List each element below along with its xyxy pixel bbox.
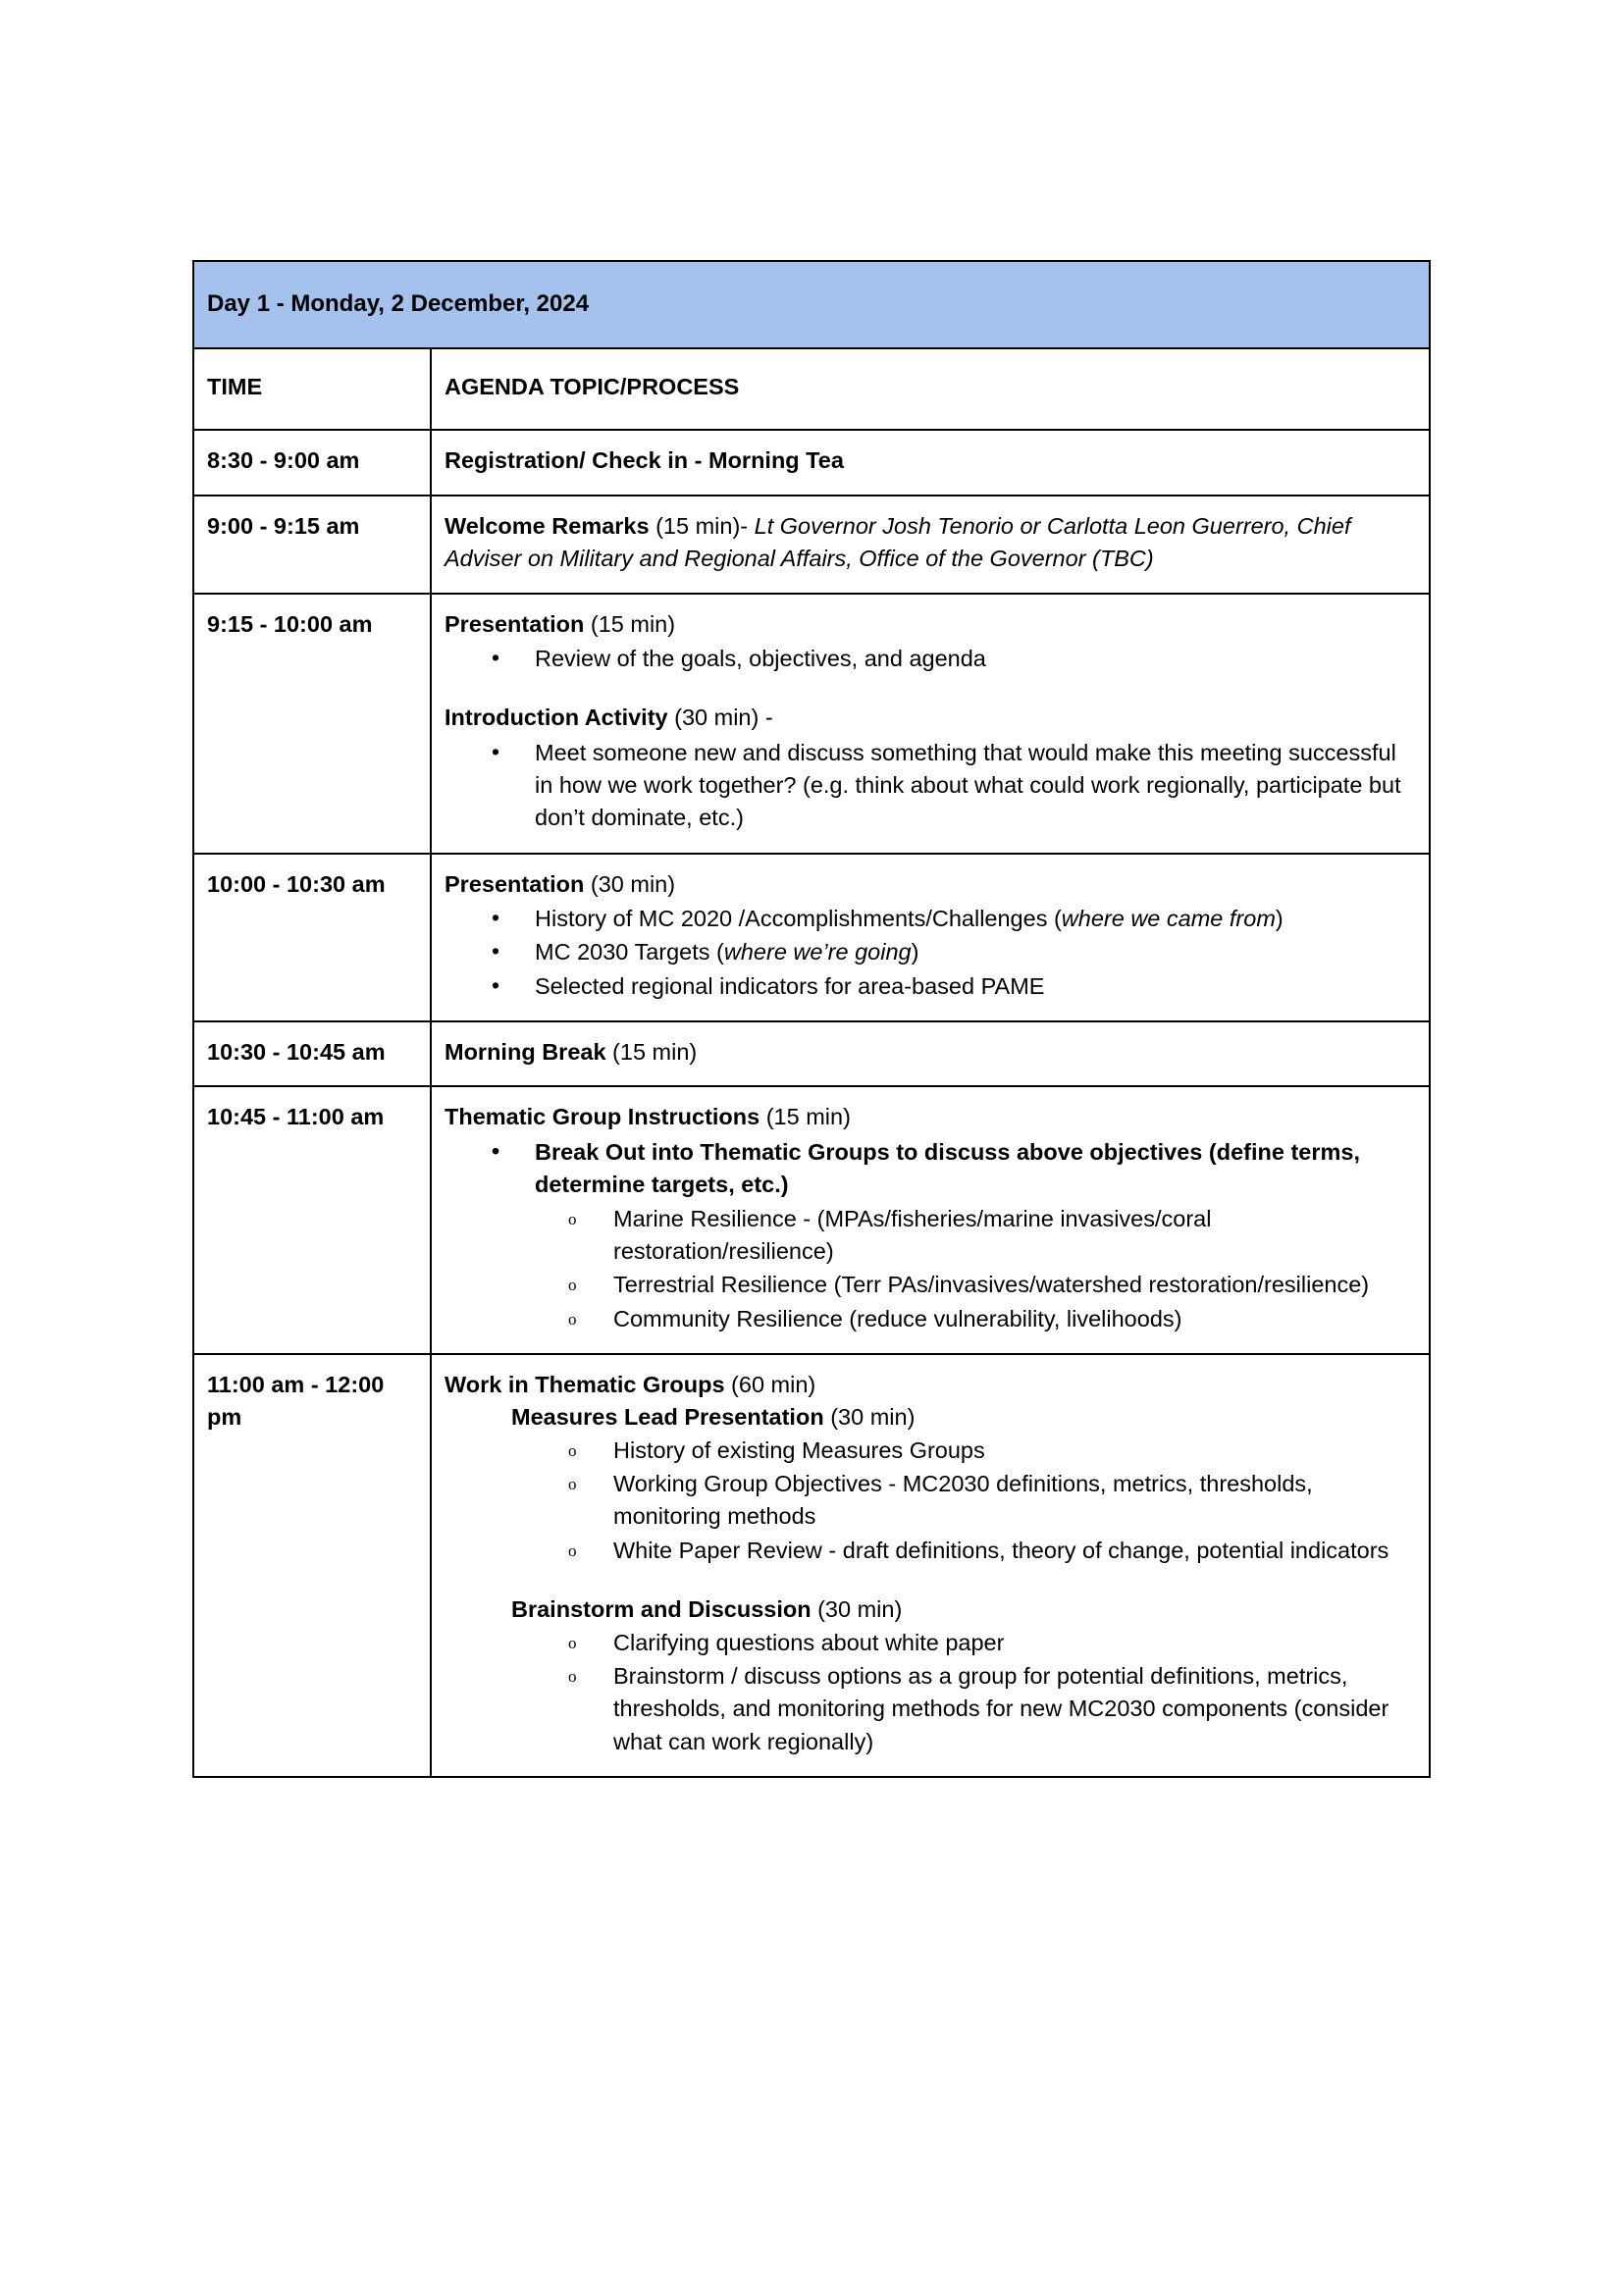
time-cell: 10:30 - 10:45 am [193,1021,431,1086]
list-item: • Break Out into Thematic Groups to discuss above objectives (define terms, determine targets, etc.) [445,1136,1416,1202]
paragraph-spacer [445,1568,1416,1593]
table-row [193,1021,1430,1086]
sub-bullet-list [445,1435,1416,1567]
list-item: o White Paper Review - draft definitions, theory of change, potential indicators [445,1535,1416,1567]
table-row-column-headers [193,348,1430,430]
topic-cell [431,594,1430,854]
subsection-title: Brainstorm and Discussion [511,1596,812,1623]
time-cell: 10:00 - 10:30 am [193,854,431,1021]
list-item [445,936,1416,968]
column-header-topic: AGENDA TOPIC/PROCESS [431,348,1430,430]
subsection-duration: (30 min) [811,1596,903,1623]
session-title: Work in Thematic Groups [445,1371,725,1397]
list-item: • Review of the goals, objectives, and agenda [445,643,1416,675]
table-row [193,430,1430,495]
column-header-time: TIME [193,348,431,430]
session-title: Registration/ Check in - Morning Tea [445,447,844,474]
session-title: Presentation [445,610,585,637]
subsection-duration: (30 min) [823,1404,916,1431]
sub-bullet-list [445,1203,1416,1335]
table-row-day-header [193,261,1430,348]
list-item: o Community Resilience (reduce vulnerability, livelihoods) [445,1303,1416,1335]
table-row [193,496,1430,594]
bullet-list [445,737,1416,835]
list-item-text: MC 2030 Targets ( [535,939,724,965]
list-item: o Terrestrial Resilience (Terr PAs/invasives/watershed restoration/resilience) [445,1269,1416,1301]
session-duration: (30 min) [584,870,676,897]
topic-cell [431,1021,1430,1086]
list-item: o Clarifying questions about white paper [445,1627,1416,1659]
topic-cell [431,496,1430,594]
list-item-tail: ) [911,939,919,965]
list-item-text: Selected regional indicators for area-based PAME [535,972,1045,999]
session-duration: (15 min)- [649,512,755,539]
list-item: o History of existing Measures Groups [445,1435,1416,1467]
subsection-heading [445,1401,1416,1434]
list-item: o Marine Resilience - (MPAs/fisheries/marine invasives/coral restoration/resilience) [445,1203,1416,1269]
time-cell: 10:45 - 11:00 am [193,1086,431,1354]
time-cell: 9:15 - 10:00 am [193,594,431,854]
session-duration: (30 min) - [667,704,773,731]
topic-cell [431,854,1430,1021]
subsection-title: Measures Lead Presentation [511,1404,824,1431]
agenda-table [192,260,1431,1778]
session-title: Presentation [445,870,585,897]
session-duration: (15 min) [584,610,676,637]
session-title: Welcome Remarks [445,512,650,539]
day-header-cell: Day 1 - Monday, 2 December, 2024 [193,261,1430,348]
topic-cell [431,1354,1430,1777]
paragraph-spacer [445,676,1416,702]
list-item [445,970,1416,1003]
session-duration: (15 min) [760,1104,851,1130]
list-item: o Brainstorm / discuss options as a group for potential definitions, metrics, thresholds, and monitoring methods for new MC2030 components (consider what can work regionally) [445,1660,1416,1758]
sub-bullet-list [445,1627,1416,1758]
bullet-list [445,643,1416,675]
session-title: Introduction Activity [445,704,668,731]
list-item-text: History of MC 2020 /Accomplishments/Challenges ( [535,906,1062,932]
list-item: • Meet someone new and discuss something that would make this meeting successful in how we work together? (e.g. think about what could work regionally, participate but don’t dominate, etc.) [445,737,1416,835]
table-row [193,854,1430,1021]
session-title: Thematic Group Instructions [445,1104,760,1130]
session-duration: (15 min) [605,1039,698,1066]
topic-cell [431,430,1430,495]
time-cell: 9:00 - 9:15 am [193,496,431,594]
list-item-tail: ) [1275,906,1283,932]
topic-cell [431,1086,1430,1354]
time-cell: 11:00 am - 12:00 pm [193,1354,431,1777]
subsection-heading [445,1593,1416,1626]
table-row [193,1086,1430,1354]
list-item-emphasis: where we’re going [723,939,912,965]
session-title: Morning Break [445,1039,606,1066]
bullet-list [445,1136,1416,1202]
session-duration: (60 min) [724,1371,816,1397]
table-row [193,1354,1430,1777]
list-item: o Working Group Objectives - MC2030 definitions, metrics, thresholds, monitoring methods [445,1468,1416,1534]
list-item-emphasis: where we came from [1061,906,1276,932]
bullet-list [445,903,1416,1003]
session-presenter: Lt Governor Josh Tenorio or Carlotta Leon Guerrero, Chief Adviser on Military and Regional Affairs, Office of the Governor (TBC) [445,512,1351,572]
time-cell: 8:30 - 9:00 am [193,430,431,495]
table-row [193,594,1430,854]
list-item [445,903,1416,935]
